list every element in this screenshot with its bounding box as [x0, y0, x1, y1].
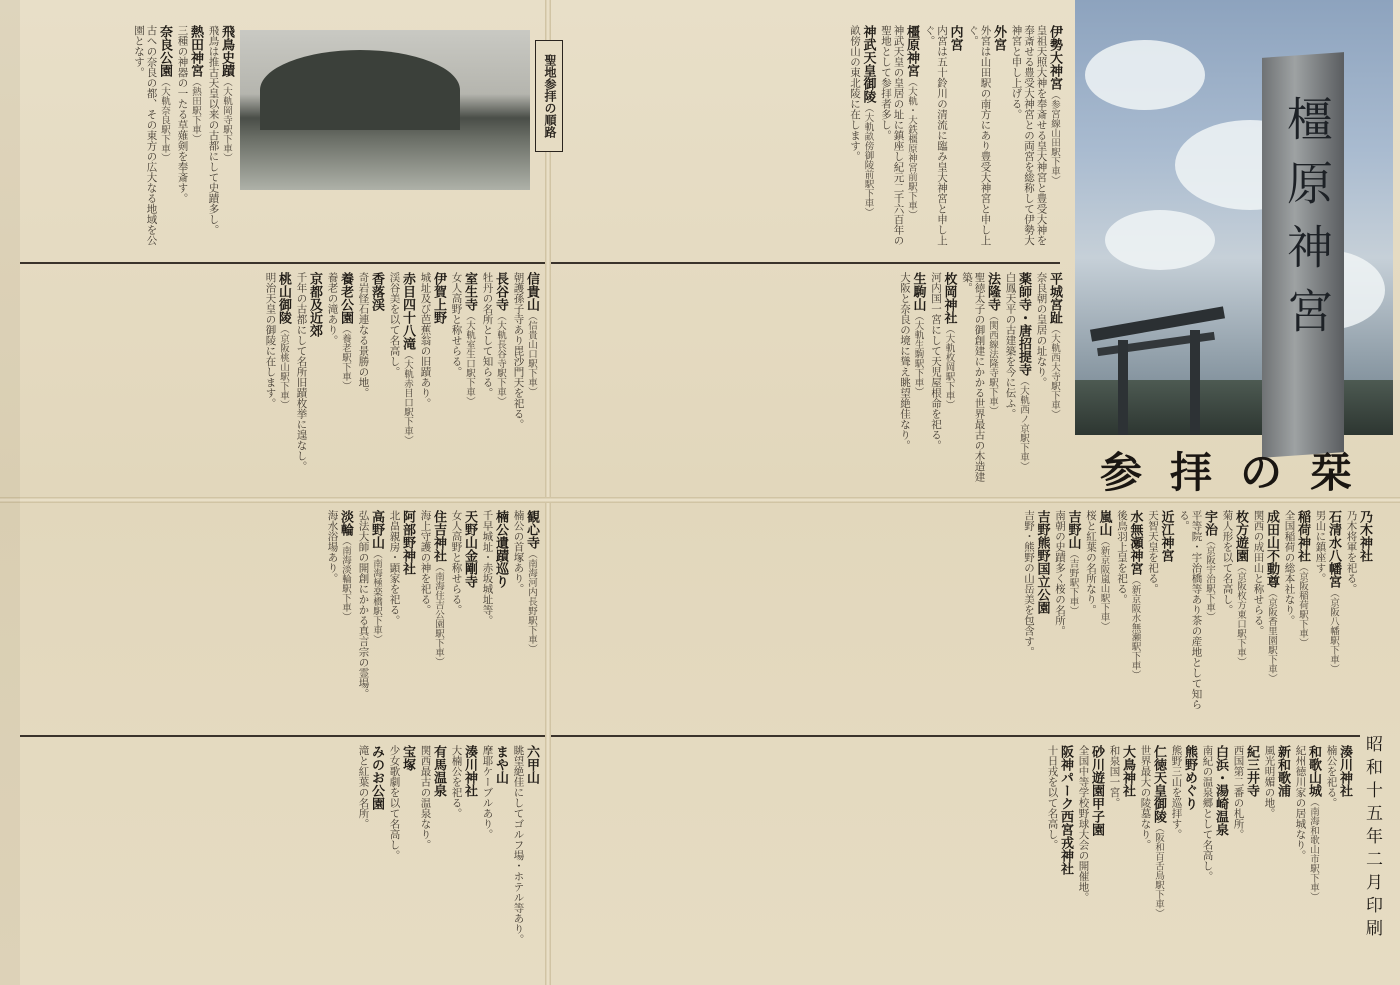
entry-heading: 観心寺: [524, 510, 539, 549]
entry-heading: 伊勢大神宮: [1047, 25, 1062, 90]
entry-access: （養老駅下車）: [340, 324, 351, 391]
entry-body: 桜と紅葉の名所なり。: [1085, 510, 1097, 615]
entry-body: 渓谷美を以て名高し。: [388, 272, 401, 377]
torii-leg-right: [1190, 330, 1200, 435]
landscape-photo: [240, 30, 530, 190]
entry-heading: 薬師寺・唐招提寺: [1016, 272, 1031, 376]
entry-body: 関西の成田山と称せらる。: [1252, 510, 1265, 636]
entry-body: 明治天皇の御陵に在します。: [264, 272, 277, 409]
entry-heading: 紀三井寺: [1244, 745, 1259, 797]
entry-heading: 室生寺: [462, 272, 477, 311]
entry-body: 千早城址・赤坂城址等。: [481, 510, 494, 626]
entry-body: 河内国一宮にして天児屋根命を祀る。: [930, 272, 942, 451]
entry-heading: 奈良公園: [157, 25, 172, 77]
entry-access: （大軌長谷寺駅下車）: [495, 311, 506, 406]
entry-body: 女人高野と称せらる。: [450, 510, 463, 615]
entry-heading: 淡輪: [338, 510, 353, 536]
entry-body: 飛鳥は推古天皇以来の古都にして史蹟多し。: [207, 25, 220, 235]
entry-body: 海水浴場あり。: [326, 510, 339, 584]
entry-body: 内宮は五十鈴川の清流に臨み皇大神宮と申し上ぐ。: [923, 25, 948, 246]
entry-heading: まや山: [493, 745, 508, 784]
entry-body: 三種の神器の一たる草薙剣を奉斎す。: [176, 25, 189, 204]
entry-body: 眺望絶佳にしてゴルフ場・ホテル等あり。: [512, 745, 525, 945]
entry-heading: 伊賀上野: [431, 272, 446, 324]
entry-body: 世界最大の陵墓なり。: [1139, 745, 1152, 850]
entry-heading: 飛鳥史蹟: [219, 25, 234, 77]
entry-access: （新京阪水無瀬駅下車）: [1129, 575, 1141, 680]
entry-body: 大楠公を祀る。: [450, 745, 463, 819]
entry-access: （京阪桃山駅下車）: [278, 324, 289, 410]
panel-middle-right: [560, 272, 1060, 492]
entry-body: 関西最古の温泉なり。: [419, 745, 432, 850]
entry-heading: 西宮戎神社: [1058, 810, 1073, 875]
entry-access: （新京阪嵐山駅下車）: [1098, 536, 1110, 631]
entry-heading: 宇治: [1202, 510, 1217, 536]
entry-body: 奇岩怪石連なる景勝の地。: [357, 272, 370, 398]
entry-body: 楠公を祀る。: [1325, 745, 1338, 808]
entry-access: （関西線法隆寺駅下車）: [987, 311, 998, 416]
entry-heading: 高野山: [369, 510, 384, 549]
entry-body: 後鳥羽上皇を祀る。: [1116, 510, 1128, 605]
entry-heading: 仁徳天皇御陵: [1151, 745, 1166, 823]
panel-middle-left: [22, 272, 537, 492]
entry-body: 南朝の史蹟多く桜の名所。: [1054, 510, 1066, 636]
entry-heading: 六甲山: [524, 745, 539, 784]
entry-access: （信貴山口駅下車）: [526, 311, 537, 397]
entry-access: （大軌西ノ京駅下車）: [1018, 376, 1029, 471]
entry-body: 少女歌劇を以て名高し。: [388, 745, 401, 861]
entry-body: 吉野・熊野の山岳美を包含す。: [1023, 510, 1035, 657]
entry-body: 北畠親房・顕家を祀る。: [388, 510, 401, 626]
entry-body: 滝と紅葉の名所。: [357, 745, 370, 829]
entry-access: （大軌岡寺駅下車）: [221, 77, 232, 163]
entry-heading: 養老公園: [338, 272, 353, 324]
entry-body: 千年の古都にして名所旧蹟枚挙に遑なし。: [295, 272, 308, 472]
entry-access: （京阪稲荷駅下車）: [1297, 562, 1308, 648]
entry-access: （参宮線山田駅下車）: [1049, 90, 1060, 185]
entry-body: 西国第二番の札所。: [1232, 745, 1245, 840]
panel-bottom-left: [22, 745, 537, 975]
entry-body: 和泉国一宮。: [1108, 745, 1121, 808]
entry-body: 城址及び芭蕉翁の旧蹟あり。: [419, 272, 432, 409]
entry-body: 男山に鎮座す。: [1314, 510, 1327, 584]
entry-body: 全国中等学校野球大会の開催地。: [1077, 745, 1090, 903]
entry-access: （京阪八幡駅下車）: [1328, 588, 1339, 674]
entry-body: 全国稲荷の総本社なり。: [1283, 510, 1296, 626]
entry-access: （熱田駅下車）: [190, 77, 201, 144]
entry-heading: 生駒山: [910, 272, 926, 311]
entry-access: （大軌奈良駅下車）: [159, 77, 170, 163]
entry-body: 南紀の温泉郷として名高し。: [1201, 745, 1214, 882]
entry-access: （大軌畝傍御陵前駅下車）: [862, 103, 874, 217]
panel-top-left: [22, 25, 232, 255]
entry-heading: 熊野めぐり: [1182, 745, 1197, 810]
entry-body: 菊人形を以て名高し。: [1221, 510, 1234, 615]
entry-body: 摩耶ケーブルあり。: [481, 745, 494, 840]
entry-access: （南海極楽橋駅下車）: [371, 549, 382, 644]
divider-row-1: [20, 262, 1060, 264]
entry-body: 紀州徳川家の居城なり。: [1294, 745, 1307, 861]
entry-heading: 吉野熊野国立公園: [1034, 510, 1050, 614]
entry-body: 風光明媚の地。: [1263, 745, 1276, 819]
entry-heading: 和歌山城: [1306, 745, 1321, 797]
photo-caption: 聖地参拝の順路: [535, 40, 563, 152]
entry-heading: 信貴山: [524, 272, 539, 311]
entry-heading: 砂川遊園: [1089, 745, 1104, 797]
entry-body: 養老の滝あり。: [326, 272, 339, 346]
entry-access: （大軌・大鉄橿原神宮前駅下車）: [906, 77, 917, 220]
entry-body: 神武天皇の皇居の址に鎮座し紀元二千六百年の聖地として参拝者多し。: [880, 25, 905, 246]
entry-heading: 橿原神宮: [904, 25, 919, 77]
entry-heading: 内宮: [947, 25, 963, 51]
entry-heading: 成田山不動尊: [1264, 510, 1279, 588]
entry-heading: 吉野山: [1065, 510, 1081, 549]
panel-lower-right: [560, 510, 1370, 730]
entry-heading: 神武天皇御陵: [860, 25, 876, 103]
entry-body: 聖徳太子の御創建にかかる世界最古の木造建築。: [961, 272, 986, 482]
entry-heading: 湊川神社: [462, 745, 477, 797]
entry-heading: 赤目四十八滝: [400, 272, 415, 350]
panel-bottom-right: [560, 745, 1350, 975]
entry-access: （南海淡輪駅下車）: [340, 536, 351, 622]
entry-heading: 桃山御陵: [276, 272, 291, 324]
entry-body: 天智天皇を祀る。: [1147, 510, 1159, 594]
entry-heading: 住吉神社: [431, 510, 446, 562]
entry-body: 畝傍山の東北陵に在します。: [849, 25, 861, 162]
entry-heading: 白浜・湯崎温泉: [1213, 745, 1228, 836]
divider-row-3: [20, 735, 1360, 737]
entry-heading: 湊川神社: [1337, 745, 1352, 797]
entry-heading: 京都及近郊: [307, 272, 322, 337]
entry-heading: 水無瀬神宮: [1127, 510, 1143, 575]
entry-heading: 法隆寺: [985, 272, 1000, 311]
entry-heading: 有馬温泉: [431, 745, 446, 797]
entry-heading: 近江神宮: [1158, 510, 1174, 562]
entry-body: 外宮は山田駅の南方にあり豊受大神宮と申し上ぐ。: [967, 25, 992, 246]
entry-access: （京阪枚方東口駅下車）: [1235, 562, 1246, 667]
entry-heading: 熱田神宮: [188, 25, 203, 77]
entry-heading: 長谷寺: [493, 272, 508, 311]
entry-body: 朝護孫子寺あり毘沙門天を祀る。: [512, 272, 525, 430]
entry-access: （吉野駅下車）: [1067, 549, 1079, 616]
entry-heading: 枚方遊園: [1233, 510, 1248, 562]
pamphlet-title: 参拝の栞: [1099, 448, 1380, 497]
entry-access: （南海住吉公園駅下車）: [433, 562, 444, 667]
entry-heading: 阿部野神社: [400, 510, 415, 575]
entry-access: （南海和歌山市駅下車）: [1308, 797, 1319, 902]
entry-body: 奈良朝の皇居の址なり。: [1035, 272, 1048, 388]
edge-shade: [0, 0, 20, 985]
entry-heading: 新和歌浦: [1275, 745, 1290, 797]
entry-heading: 平城宮趾: [1047, 272, 1062, 324]
entry-heading: みのお公園: [369, 745, 384, 810]
entry-body: 乃木将軍を祀る。: [1345, 510, 1358, 594]
entry-body: 大阪と奈良の境に聳え眺望絶佳なり。: [899, 272, 911, 451]
entry-heading: 嵐山: [1096, 510, 1112, 536]
entry-body: 海上守護の神を祀る。: [419, 510, 432, 615]
entry-heading: 稲荷神社: [1295, 510, 1310, 562]
panel-lower-left: [22, 510, 537, 730]
entry-access: （大軌赤目口駅下車）: [402, 350, 413, 445]
torii-leg-left: [1118, 340, 1128, 435]
pillar-inscription: 橿原神宮: [1280, 95, 1334, 351]
entry-heading: 大鳥神社: [1120, 745, 1135, 797]
entry-heading: 楠公遺蹟巡り: [493, 510, 508, 588]
entry-heading: 乃木神社: [1357, 510, 1372, 562]
entry-heading: 枚岡神社: [941, 272, 957, 324]
entry-access: （大軌生駒駅下車）: [912, 311, 924, 397]
entry-body: 牡丹の名所として知らる。: [481, 272, 494, 398]
entry-heading: 天野山金剛寺: [462, 510, 477, 588]
panel-top-right: [560, 25, 1060, 255]
entry-access: （大軌室生口駅下車）: [464, 311, 475, 406]
entry-heading: 阪神パーク: [1058, 745, 1073, 810]
entry-body: 平等院・宇治橋等あり茶の産地として知らる。: [1178, 510, 1203, 710]
entry-access: （南海河内長野駅下車）: [526, 549, 537, 654]
entry-body: 熊野三山を巡拝す。: [1170, 745, 1183, 840]
fold-horizontal: [0, 497, 1400, 503]
entry-heading: 甲子園: [1089, 797, 1104, 836]
entry-body: 楠公の首塚あり。: [512, 510, 525, 594]
entry-body: 弘法大師の開創にかかる真言宗の霊場。: [357, 510, 370, 699]
entry-body: 古への奈良の都、その東方の広大なる地域を公園となす。: [133, 25, 158, 246]
entry-heading: 香落渓: [369, 272, 384, 311]
entry-heading: 外宮: [991, 25, 1006, 51]
entry-body: 十日戎を以て名高し。: [1046, 745, 1059, 850]
print-date: 昭和十五年二月印刷: [1362, 735, 1382, 942]
entry-heading: 宝塚: [400, 745, 415, 771]
entry-body: 白鳳天平の古建築を今に伝ふ。: [1004, 272, 1017, 419]
entry-access: （阪和百舌鳥駅下車）: [1153, 823, 1164, 918]
entry-heading: 石清水八幡宮: [1326, 510, 1341, 588]
entry-access: （京阪香里園駅下車）: [1266, 588, 1277, 683]
entry-body: 皇祖天照大神を奉斎せる皇大神宮と豊受大神を奉斎せる豊受大神宮との両宮を総称して伊勢大神宮と申し上げる。: [1010, 25, 1048, 246]
entry-access: （大軌西大寺駅下車）: [1049, 324, 1060, 419]
entry-access: （大軌枚岡駅下車）: [943, 324, 955, 410]
entry-body: 女人高野と称せらる。: [450, 272, 463, 377]
entry-access: （京阪宇治駅下車）: [1204, 536, 1215, 622]
